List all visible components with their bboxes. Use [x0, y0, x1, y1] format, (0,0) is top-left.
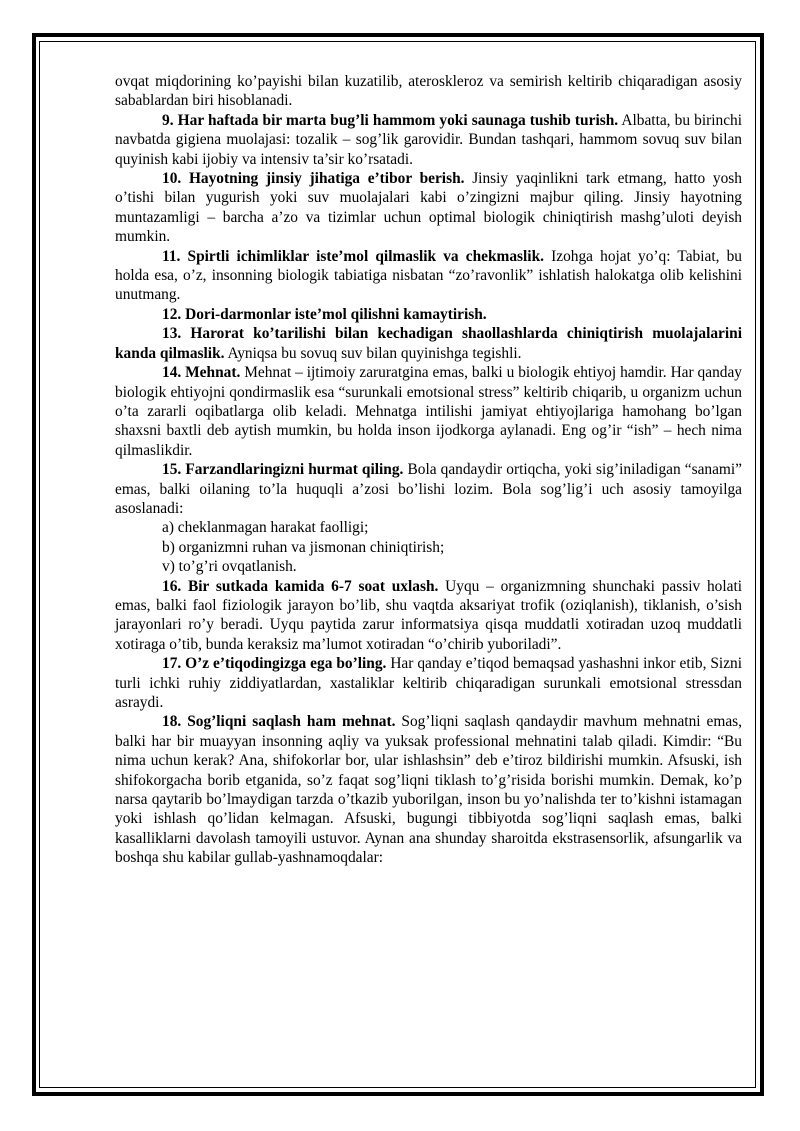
paragraph-12: [115, 305, 742, 324]
paragraph-11: [115, 247, 742, 305]
paragraph-18: [115, 712, 742, 867]
list-item: b) organizmni ruhan va jismonan chiniqtirish;: [162, 538, 445, 556]
paragraph-text: Uyqu – organizmning shunchaki passiv holati emas, balki faol fiziologik jarayon bo’lib, shu vaqtda aksariyat trofik (oziqlanish), tiklanish, o’sish jarayonlari ro’y beradi. Uyqu paytida zarur informatsiya qisqa muddatli xotiradan uzoq muddatli xotiraga o’tib, bunda keraksiz ma’lumot xotiradan “o’chirib yuboriladi”.: [115, 577, 742, 653]
paragraph-heading: 16. Bir sutkada kamida 6-7 soat uxlash.: [162, 577, 439, 595]
paragraph-text: Izohga hojat yo’q: Tabiat, bu holda esa, o’z, insonning biologik tabiatiga nisbatan “zo’ravonlik” ishlatish halokatga olib kelishini unutmang.: [115, 247, 742, 304]
paragraph-text: Ayniqsa bu sovuq suv bilan quyinishga tegishli.: [224, 344, 522, 362]
paragraph-text: Sog’liqni saqlash qandaydir mavhum mehnatni emas, balki har bir muayyan insonning aqliy va yuksak professional mehnatini talab qiladi. Kimdir: “Bu nima uchun kerak? Ana, shifokorlar bor, ular ishlashsin” deb e’tiroz bildirishi mumkin. Afsuski, ish shifokorgacha borib etganida, so’z faqat sog’liqni tiklash to’g’risida borishi mumkin. Demak, ko’p narsa qaytarib bo’lmaydigan tarzda o’tkazib yuborilgan, inson bu yo’nalishda ter to’kishni istamagan yoki ishlash qo’lidan kelmagan. Afsuski, bugungi tibbiyotda sog’liqni saqlash emas, balki kasalliklarni davolash tamoyili ustuvor. Aynan ana shunday sharoitda ekstrasensorlik, afsungarlik va boshqa shu kabilar gullab-yashnamoqdalar:: [115, 713, 742, 867]
paragraph-13: [115, 324, 742, 363]
paragraph-heading: 14. Mehnat.: [162, 364, 241, 382]
paragraph-text: Bola qandaydir ortiqcha, yoki sig’iniladigan “sanami” emas, balki oilaning to’la huquqli a’zosi bo’lishi lozim. Bola sog’lig’i uch asosiy tamoyilga asoslanadi:: [115, 461, 742, 517]
paragraph-heading: 11. Spirtli ichimliklar iste’mol qilmaslik va chekmaslik.: [162, 247, 544, 265]
paragraph-continuation: ovqat miqdorining ko’payishi bilan kuzatilib, ateroskleroz va semirish keltirib chiqaradigan asosiy sabablardan biri hisoblanadi.: [115, 73, 742, 110]
paragraph-15: [115, 460, 742, 518]
paragraph-9: [115, 111, 742, 169]
document-body: [115, 72, 742, 868]
paragraph-heading: 17. O’z e’tiqodingizga ega bo’ling.: [162, 655, 387, 673]
paragraph-text: Jinsiy yaqinlikni tark etmang, hatto yosh o’tishi bilan yugurish yoki suv muolajalari kabi o’zingizni majbur qiling. Jinsiy hayotning muntazamligi – barcha a’zo va tizimlar uchun optimal biologik chiniqtirish mashg’uloti deyish mumkin.: [115, 170, 742, 246]
list-item: a) cheklanmagan harakat faolligi;: [162, 519, 369, 537]
paragraph-heading: 18. Sog’liqni saqlash ham mehnat.: [162, 713, 396, 731]
paragraph-text: Mehnat – ijtimoiy zaruratgina emas, balki u biologik ehtiyoj hamdir. Har qanday biologik ehtiyojni qondirmaslik esa “surunkali emotsional stress” keltirib chiqarib, u organizm uchun o’ta zararli oqibatlarga olib keladi. Mehnatga intilishi jamiyat ehtiyojlariga hamohang bo’lgan shaxsni baxtli deb aytish mumkin, bu holda inson ijodkorga aylanadi. Eng og’ir “ish” – hech nima qilmaslikdir.: [115, 364, 742, 459]
paragraph-heading: 15. Farzandlaringizni hurmat qiling.: [162, 461, 404, 479]
paragraph-heading: 9. Har haftada bir marta bug’li hammom yoki saunaga tushib turish.: [162, 111, 619, 129]
paragraph-14: [115, 363, 742, 460]
paragraph-heading: 13. Harorat ko’tarilishi bilan kechadigan shaollashlarda chiniqtirish muolajalarini kanda qilmaslik.: [115, 325, 742, 362]
paragraph-heading: 12. Dori-darmonlar iste’mol qilishni kamaytirish.: [162, 305, 487, 323]
paragraph-heading: 10. Hayotning jinsiy jihatiga e’tibor berish.: [162, 170, 465, 188]
list-item: v) to’g’ri ovqatlanish.: [162, 558, 297, 576]
paragraph-17: [115, 654, 742, 712]
paragraph-text: Har qanday e’tiqod bemaqsad yashashni inkor etib, Sizni turli ichki ruhiy ziddiyatlardan, xastaliklar keltirib chiqaradigan surunkali emotsional stressdan asraydi.: [115, 655, 742, 711]
paragraph-16: [115, 577, 742, 655]
paragraph-text: Albatta, bu birinchi navbatda gigiena muolajasi: tozalik – sog’lik garovidir. Bundan tashqari, hammom sovuq suv bilan quyinish kabi ijobiy va intensiv ta’sir ko’rsatadi.: [115, 111, 743, 168]
paragraph-10: [115, 169, 742, 247]
